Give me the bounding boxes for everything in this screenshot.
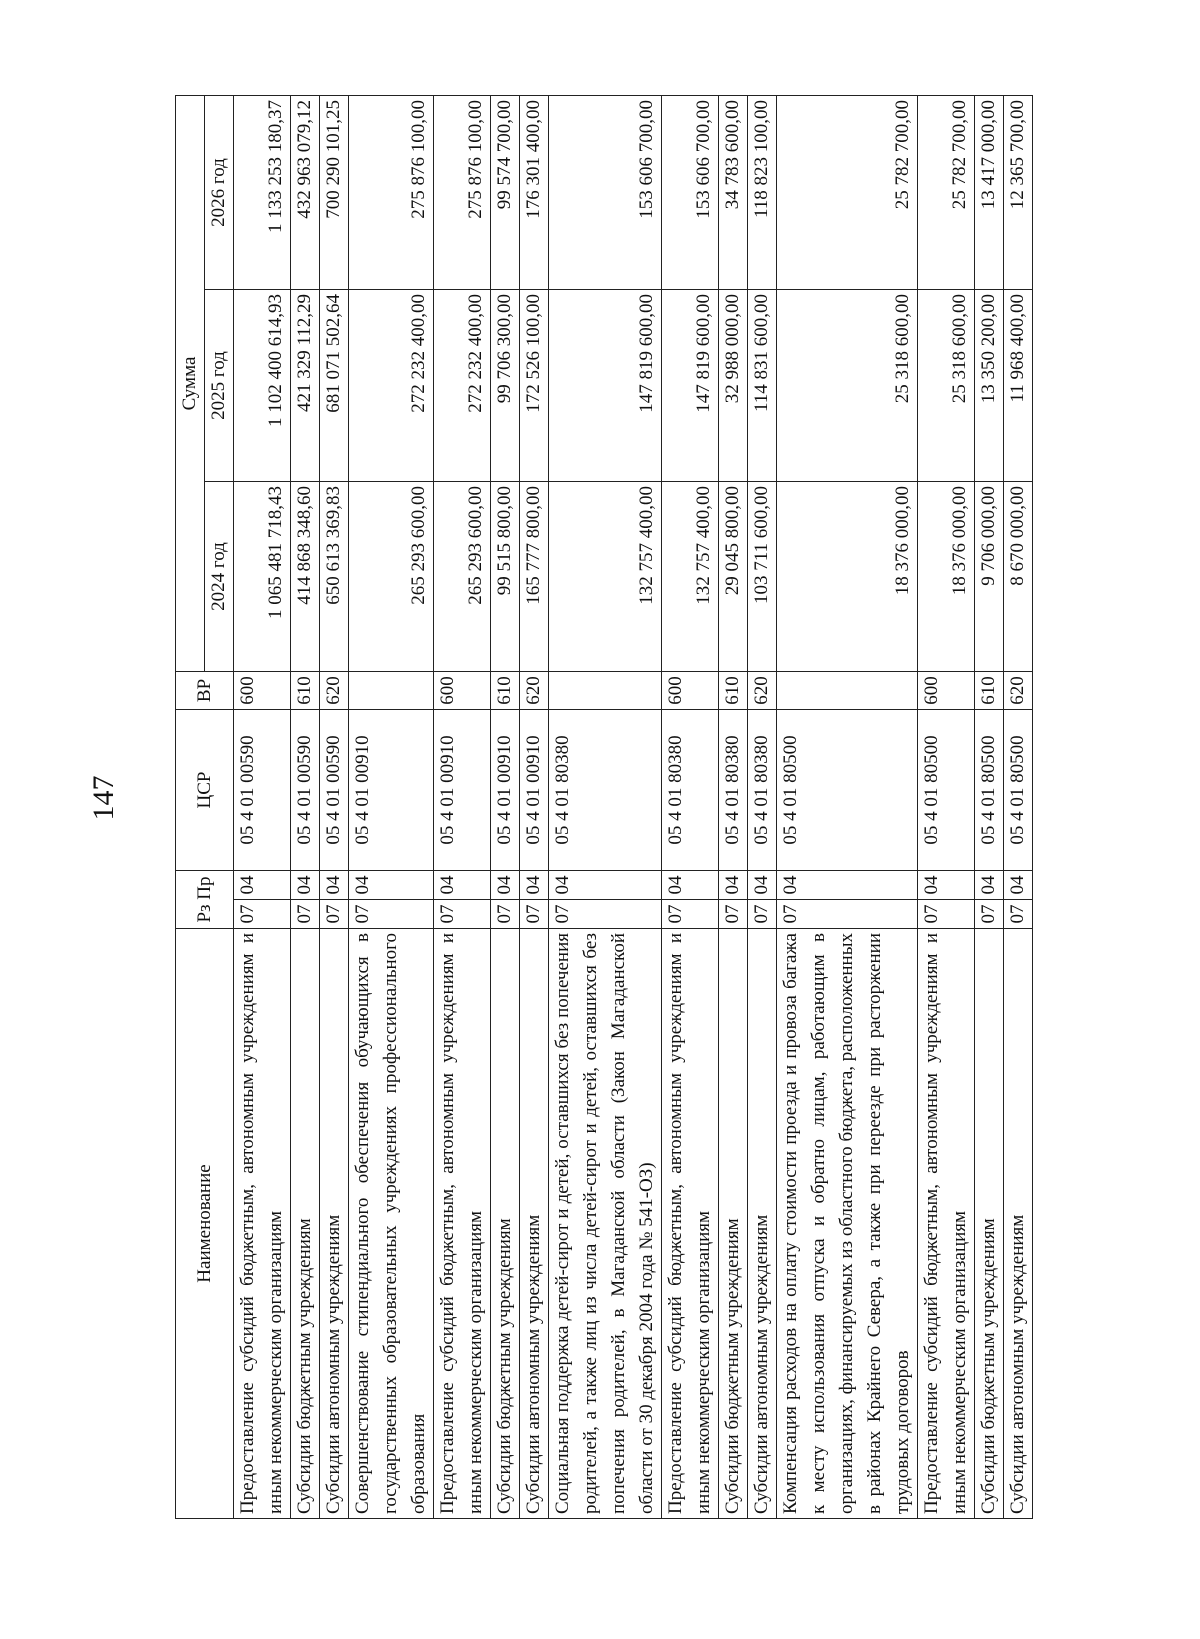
row-name: Субсидии автономным учреждениям [748, 929, 777, 1519]
row-amount-2024: 265 293 600,00 [434, 481, 491, 671]
row-amount-2024: 18 376 000,00 [918, 481, 975, 671]
row-vr: 620 [320, 671, 349, 709]
row-amount-2026: 118 823 100,00 [748, 95, 777, 289]
row-pr: 04 [349, 870, 434, 899]
row-amount-2026: 25 782 700,00 [918, 95, 975, 289]
row-amount-2025: 1 102 400 614,93 [234, 289, 291, 481]
row-amount-2026: 99 574 700,00 [491, 95, 520, 289]
page-number: 147 [87, 775, 120, 821]
row-rz: 07 [291, 900, 320, 929]
row-pr: 04 [520, 870, 549, 899]
row-amount-2024: 165 777 800,00 [520, 481, 549, 671]
row-amount-2024: 650 613 369,83 [320, 481, 349, 671]
table-row [520, 95, 549, 1518]
row-amount-2026: 275 876 100,00 [434, 95, 491, 289]
row-amount-2025: 32 988 000,00 [719, 289, 748, 481]
row-amount-2024: 99 515 800,00 [491, 481, 520, 671]
row-amount-2026: 25 782 700,00 [777, 95, 918, 289]
table-header-row [176, 95, 205, 1518]
row-amount-2025: 11 968 400,00 [1004, 289, 1033, 481]
row-amount-2026: 153 606 700,00 [549, 95, 662, 289]
row-csr: 05 4 01 80380 [662, 709, 719, 870]
row-csr: 05 4 01 00590 [234, 709, 291, 870]
row-name: Субсидии бюджетным учреждениям [291, 929, 320, 1519]
row-amount-2026: 34 783 600,00 [719, 95, 748, 289]
row-amount-2026: 700 290 101,25 [320, 95, 349, 289]
row-name: Предоставление субсидий бюджетным, автономным учреждениям и иным некоммерческим организациям [234, 929, 291, 1519]
row-pr: 04 [777, 870, 918, 899]
row-rz: 07 [520, 900, 549, 929]
table-row [777, 95, 918, 1518]
row-rz: 07 [1004, 900, 1033, 929]
row-amount-2026: 275 876 100,00 [349, 95, 434, 289]
row-rz: 07 [719, 900, 748, 929]
header-year-2024: 2024 год [205, 481, 234, 671]
row-rz: 07 [777, 900, 918, 929]
table-row [434, 95, 491, 1518]
row-rz: 07 [491, 900, 520, 929]
row-csr: 05 4 01 00590 [291, 709, 320, 870]
table-row [662, 95, 719, 1518]
row-csr: 05 4 01 80380 [748, 709, 777, 870]
row-amount-2025: 25 318 600,00 [777, 289, 918, 481]
table-body [234, 95, 1033, 1518]
row-amount-2026: 1 133 253 180,37 [234, 95, 291, 289]
row-csr: 05 4 01 80500 [1004, 709, 1033, 870]
row-vr: 600 [434, 671, 491, 709]
row-vr [777, 671, 918, 709]
row-vr: 610 [719, 671, 748, 709]
row-rz: 07 [918, 900, 975, 929]
row-name: Компенсация расходов на оплату стоимости проезда и провоза багажа к месту использования отпуска и обратно лицам, работающим в организациях, финансируемых из областного бюджета, расположенных в районах Крайнего Севера, а также при переезде при расторжении трудовых договоров [777, 929, 918, 1519]
row-amount-2025: 99 706 300,00 [491, 289, 520, 481]
row-rz: 07 [349, 900, 434, 929]
row-amount-2025: 172 526 100,00 [520, 289, 549, 481]
table-row [349, 95, 434, 1518]
table-row [320, 95, 349, 1518]
header-year-2025: 2025 год [205, 289, 234, 481]
table-row [491, 95, 520, 1518]
row-pr: 04 [975, 870, 1004, 899]
row-name: Предоставление субсидий бюджетным, автономным учреждениям и иным некоммерческим организациям [662, 929, 719, 1519]
table-row [234, 95, 291, 1518]
row-vr: 600 [234, 671, 291, 709]
row-csr: 05 4 01 80500 [777, 709, 918, 870]
row-amount-2025: 272 232 400,00 [349, 289, 434, 481]
rotated-table-container [175, 96, 1030, 1519]
row-rz: 07 [748, 900, 777, 929]
row-name: Субсидии бюджетным учреждениям [975, 929, 1004, 1519]
row-pr: 04 [662, 870, 719, 899]
row-amount-2025: 681 071 502,64 [320, 289, 349, 481]
header-name: Наименование [176, 929, 234, 1519]
row-amount-2025: 25 318 600,00 [918, 289, 975, 481]
row-name: Субсидии автономным учреждениям [520, 929, 549, 1519]
row-name: Субсидии автономным учреждениям [1004, 929, 1033, 1519]
table-row [1004, 95, 1033, 1518]
row-amount-2024: 9 706 000,00 [975, 481, 1004, 671]
header-summa: Сумма [176, 95, 205, 671]
table-row [291, 95, 320, 1518]
row-amount-2025: 13 350 200,00 [975, 289, 1004, 481]
row-amount-2024: 132 757 400,00 [662, 481, 719, 671]
row-pr: 04 [918, 870, 975, 899]
row-amount-2026: 13 417 000,00 [975, 95, 1004, 289]
row-pr: 04 [1004, 870, 1033, 899]
row-name: Предоставление субсидий бюджетным, автономным учреждениям и иным некоммерческим организациям [434, 929, 491, 1519]
row-csr: 05 4 01 00910 [434, 709, 491, 870]
row-name: Субсидии бюджетным учреждениям [719, 929, 748, 1519]
row-vr: 620 [1004, 671, 1033, 709]
row-vr: 610 [291, 671, 320, 709]
row-pr: 04 [434, 870, 491, 899]
row-name: Социальная поддержка детей-сирот и детей, оставшихся без попечения родителей, а также лиц из числа детей-сирот и детей, оставшихся без попечения родителей, в Магаданской области (Закон Магаданской области от 30 декабря 2004 года № 541-ОЗ) [549, 929, 662, 1519]
row-vr [549, 671, 662, 709]
header-csr: ЦСР [176, 709, 234, 870]
header-rz-pr: Рз Пр [176, 870, 234, 928]
row-csr: 05 4 01 00910 [349, 709, 434, 870]
header-year-2026: 2026 год [205, 95, 234, 289]
row-name: Предоставление субсидий бюджетным, автономным учреждениям и иным некоммерческим организациям [918, 929, 975, 1519]
row-pr: 04 [291, 870, 320, 899]
row-csr: 05 4 01 80380 [549, 709, 662, 870]
table-row [975, 95, 1004, 1518]
row-amount-2025: 114 831 600,00 [748, 289, 777, 481]
row-rz: 07 [234, 900, 291, 929]
row-rz: 07 [662, 900, 719, 929]
row-amount-2024: 132 757 400,00 [549, 481, 662, 671]
row-rz: 07 [975, 900, 1004, 929]
row-name: Субсидии автономным учреждениям [320, 929, 349, 1519]
header-vr: ВР [176, 671, 234, 709]
row-name: Совершенствование стипендиального обеспечения обучающихся в государственных образовательных учреждениях профессионального образования [349, 929, 434, 1519]
table-row [918, 95, 975, 1518]
row-amount-2024: 103 711 600,00 [748, 481, 777, 671]
row-pr: 04 [719, 870, 748, 899]
row-amount-2024: 29 045 800,00 [719, 481, 748, 671]
row-amount-2026: 176 301 400,00 [520, 95, 549, 289]
row-csr: 05 4 01 00590 [320, 709, 349, 870]
row-csr: 05 4 01 80380 [719, 709, 748, 870]
row-vr: 610 [975, 671, 1004, 709]
row-amount-2025: 147 819 600,00 [662, 289, 719, 481]
row-amount-2025: 147 819 600,00 [549, 289, 662, 481]
row-amount-2025: 421 329 112,29 [291, 289, 320, 481]
table-row [719, 95, 748, 1518]
row-vr: 610 [491, 671, 520, 709]
row-csr: 05 4 01 00910 [491, 709, 520, 870]
row-pr: 04 [234, 870, 291, 899]
row-amount-2024: 1 065 481 718,43 [234, 481, 291, 671]
table-row [549, 95, 662, 1518]
row-name: Субсидии бюджетным учреждениям [491, 929, 520, 1519]
row-vr: 620 [748, 671, 777, 709]
row-amount-2025: 272 232 400,00 [434, 289, 491, 481]
row-rz: 07 [434, 900, 491, 929]
budget-table [175, 95, 1033, 1519]
row-csr: 05 4 01 80500 [918, 709, 975, 870]
row-vr [349, 671, 434, 709]
row-pr: 04 [748, 870, 777, 899]
row-rz: 07 [549, 900, 662, 929]
row-pr: 04 [549, 870, 662, 899]
row-vr: 600 [918, 671, 975, 709]
row-csr: 05 4 01 80500 [975, 709, 1004, 870]
row-amount-2026: 153 606 700,00 [662, 95, 719, 289]
row-amount-2024: 8 670 000,00 [1004, 481, 1033, 671]
row-amount-2026: 12 365 700,00 [1004, 95, 1033, 289]
row-vr: 620 [520, 671, 549, 709]
row-amount-2024: 18 376 000,00 [777, 481, 918, 671]
row-vr: 600 [662, 671, 719, 709]
table-row [748, 95, 777, 1518]
row-amount-2026: 432 963 079,12 [291, 95, 320, 289]
row-rz: 07 [320, 900, 349, 929]
row-amount-2024: 265 293 600,00 [349, 481, 434, 671]
row-pr: 04 [491, 870, 520, 899]
row-amount-2024: 414 868 348,60 [291, 481, 320, 671]
row-csr: 05 4 01 00910 [520, 709, 549, 870]
row-pr: 04 [320, 870, 349, 899]
